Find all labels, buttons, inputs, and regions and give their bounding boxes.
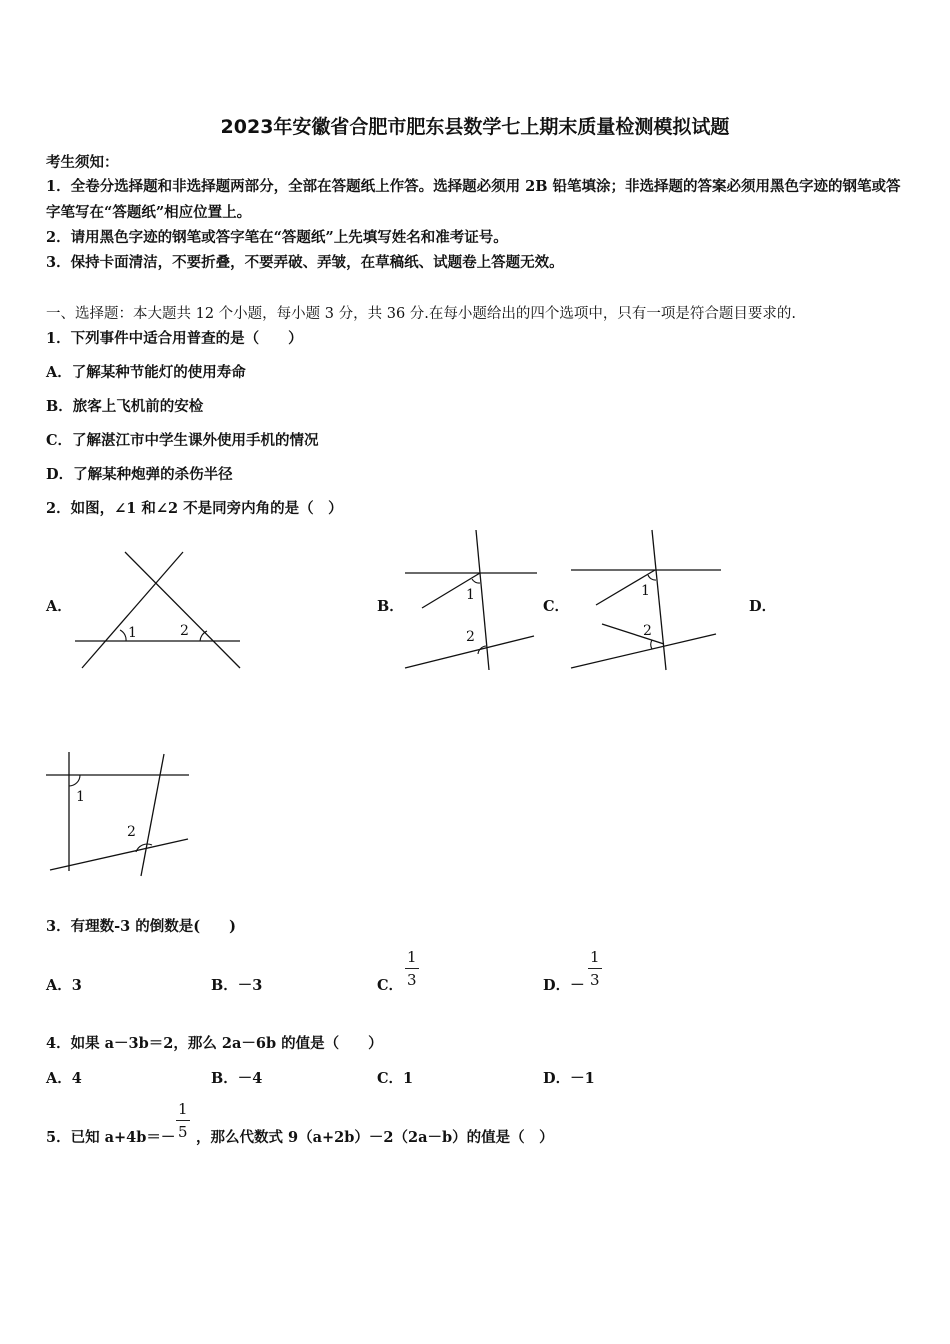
figure-line <box>602 624 664 644</box>
question-5-stem-prefix: 5．已知 a+4b＝－ <box>46 1129 176 1146</box>
angle-arc <box>478 646 486 654</box>
figure-line <box>141 754 164 876</box>
question-3-option-b: B．－3 <box>211 977 263 994</box>
figure-line <box>125 552 240 668</box>
question-5-stem-suffix: ，那么代数式 9（a+2b）－2（2a－b）的值是（ ） <box>196 1129 554 1146</box>
question-3-stem: 3．有理数-3 的倒数是( ) <box>46 918 236 935</box>
question-1-stem: 1．下列事件中适合用普查的是（ ） <box>46 330 303 347</box>
question-2-option-c-label: C． <box>543 598 570 615</box>
question-1-option-b: B．旅客上飞机前的安检 <box>46 398 204 415</box>
question-4-option-b: B．－4 <box>211 1070 263 1087</box>
question-4-stem: 4．如果 a－3b＝2，那么 2a－6b 的值是（ ） <box>46 1035 383 1052</box>
fraction <box>588 948 602 989</box>
figure-b <box>400 528 540 673</box>
figure-d <box>44 748 194 878</box>
notice-item: 2．请用黑色字迹的钢笔或答字笔在“答题纸”上先填写姓名和准考证号。 <box>46 229 508 246</box>
question-2-stem: 2．如图，∠1 和∠2 不是同旁内角的是（ ） <box>46 500 343 517</box>
question-2-option-a-label: A． <box>46 598 72 615</box>
page-title: 2023年安徽省合肥市肥东县数学七上期末质量检测模拟试题 <box>220 116 730 138</box>
angle-arc <box>472 579 480 583</box>
fraction-denominator: 3 <box>590 971 600 989</box>
notice-item: 1．全卷分选择题和非选择题两部分，全部在答题纸上作答。选择题必须用 2B 铅笔填涂；非选择题的答案必须用黑色字迹的钢笔或答字笔写在“答题纸”相应位置上。 <box>46 178 901 221</box>
question-3-option-d-label: D．－ <box>543 977 585 994</box>
figure-a <box>70 545 250 675</box>
angle-arc <box>651 640 652 649</box>
figure-line <box>82 552 183 668</box>
question-2-option-d-label: D． <box>749 598 777 615</box>
question-1-option-c: C．了解湛江市中学生课外使用手机的情况 <box>46 432 319 449</box>
fraction-numerator: 1 <box>590 948 600 966</box>
angle-label-1: 1 <box>641 583 650 599</box>
angle-label-2: 2 <box>643 623 652 639</box>
question-3-option-a: A．3 <box>46 977 82 994</box>
question-4-option-d: D．－1 <box>543 1070 595 1087</box>
fraction-numerator: 1 <box>178 1100 188 1118</box>
figure-line <box>571 634 716 668</box>
question-4-option-c: C．1 <box>377 1070 414 1087</box>
fraction-numerator: 1 <box>407 948 417 966</box>
section-heading: 一、选择题：本大题共 12 个小题，每小题 3 分，共 36 分.在每小题给出的四个选项中，只有一项是符合题目要求的. <box>46 306 796 322</box>
notice-heading: 考生须知： <box>46 154 119 171</box>
figure-c <box>568 528 728 673</box>
angle-label-2: 2 <box>180 623 189 639</box>
fraction-denominator: 5 <box>178 1123 188 1141</box>
angle-label-2: 2 <box>466 629 475 645</box>
question-4-option-a: A．4 <box>46 1070 82 1087</box>
angle-label-1: 1 <box>76 789 85 805</box>
angle-label-2: 2 <box>127 824 136 840</box>
angle-label-1: 1 <box>128 625 137 641</box>
fraction <box>176 1100 190 1141</box>
figure-line <box>50 839 188 870</box>
fraction <box>405 948 419 989</box>
angle-arc <box>69 775 80 786</box>
angle-arc <box>648 575 656 580</box>
question-1-option-d: D．了解某种炮弹的杀伤半径 <box>46 466 233 483</box>
angle-label-1: 1 <box>466 587 475 603</box>
question-1-option-a: A．了解某种节能灯的使用寿命 <box>46 364 246 381</box>
angle-arc <box>120 630 126 641</box>
question-2-option-b-label: B． <box>377 598 404 615</box>
angle-arc <box>200 631 207 641</box>
question-3-option-c-label: C． <box>377 977 404 994</box>
notice-item: 3．保持卡面清洁，不要折叠，不要弄破、弄皱，在草稿纸、试题卷上答题无效。 <box>46 254 564 271</box>
fraction-denominator: 3 <box>407 971 417 989</box>
